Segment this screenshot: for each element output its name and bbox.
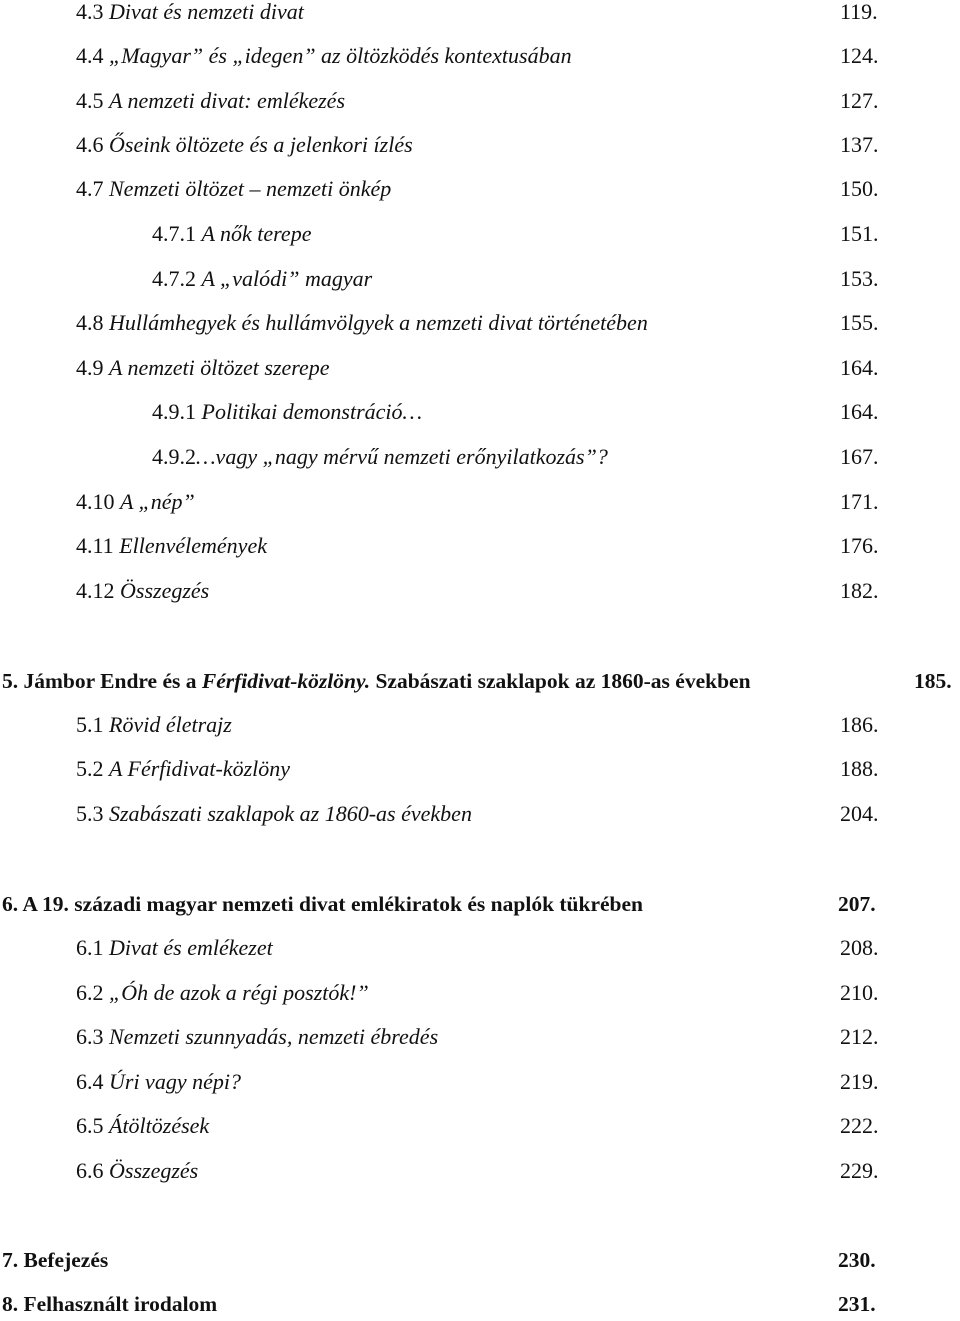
toc-entry-number: 6.1 <box>76 935 104 960</box>
toc-entry-title: Úri vagy népi? <box>109 1069 241 1094</box>
toc-entry <box>0 708 960 742</box>
toc-entry <box>0 1109 960 1143</box>
toc-entry-page: 204. <box>840 801 879 826</box>
toc-entry-number: 4.7 <box>76 176 104 201</box>
toc-entry-title: „Óh de azok a régi posztók!” <box>109 980 369 1005</box>
toc-entry <box>0 395 960 429</box>
toc-entry-title: Divat és nemzeti divat <box>109 0 304 24</box>
toc-entry-number: 6.6 <box>76 1158 104 1183</box>
toc-entry <box>0 217 960 251</box>
toc-entry <box>0 128 960 162</box>
toc-entry <box>0 752 960 786</box>
toc-entry-number: 4.7.1 <box>152 221 196 246</box>
toc-entry <box>0 1020 960 1054</box>
toc-entry <box>0 976 960 1010</box>
toc-entry-title: Szabászati szaklapok az 1860-as években <box>109 801 472 826</box>
toc-entry-title: A „nép” <box>120 489 195 514</box>
toc-entry-title: Jámbor Endre és a Férfidivat-közlöny. Szabászati szaklapok az 1860-as években <box>23 669 751 693</box>
toc-entry-title: Politikai demonstráció… <box>201 399 423 424</box>
toc-entry-page: 230. <box>838 1248 876 1272</box>
toc-entry-number: 4.4 <box>76 43 104 68</box>
toc-entry-number: 5.1 <box>76 712 104 737</box>
toc-entry-number: 5. <box>2 669 19 693</box>
toc-entry-page: 151. <box>840 221 879 246</box>
toc-entry-page: 188. <box>840 756 879 781</box>
toc-entry-number: 6.2 <box>76 980 104 1005</box>
toc-chapter-entry <box>0 887 960 921</box>
toc-entry-number: 4.12 <box>76 578 115 603</box>
toc-entry-title: Felhasznált irodalom <box>23 1292 218 1316</box>
toc-entry-number: 4.9.2 <box>152 444 196 469</box>
toc-entry <box>0 262 960 296</box>
toc-entry-title: Hullámhegyek és hullámvölgyek a nemzeti divat történetében <box>109 310 648 335</box>
toc-entry-number: 8. <box>2 1292 19 1316</box>
toc-entry-number: 5.2 <box>76 756 104 781</box>
toc-entry-title: Átöltözések <box>109 1113 210 1138</box>
toc-entry-page: 153. <box>840 266 879 291</box>
toc-entry-title: A nemzeti divat: emlékezés <box>109 88 346 113</box>
toc-entry <box>0 84 960 118</box>
toc-entry-page: 207. <box>838 892 876 916</box>
toc-entry-title: …vagy „nagy mérvű nemzeti erőnyilatkozás”? <box>196 444 608 469</box>
toc-entry-number: 4.8 <box>76 310 104 335</box>
toc-entry-title: „Magyar” és „idegen” az öltözködés kontextusában <box>109 43 572 68</box>
toc-entry-page: 127. <box>840 88 879 113</box>
toc-entry-number: 5.3 <box>76 801 104 826</box>
toc-entry <box>0 931 960 965</box>
toc-entry-page: 167. <box>840 444 879 469</box>
toc-entry <box>0 306 960 340</box>
toc-entry-title: Befejezés <box>23 1248 109 1272</box>
toc-entry-number: 4.3 <box>76 0 104 24</box>
toc-entry-title: A „valódi” magyar <box>201 266 373 291</box>
toc-entry-page: 124. <box>840 43 879 68</box>
toc-entry-page: 164. <box>840 399 879 424</box>
toc-entry-page: 137. <box>840 132 879 157</box>
toc-entry-page: 119. <box>840 0 878 24</box>
toc-entry-title: Rövid életrajz <box>109 712 232 737</box>
toc-entry-page: 208. <box>840 935 879 960</box>
toc-entry-number: 4.11 <box>76 533 114 558</box>
toc-entry <box>0 440 960 474</box>
toc-entry-title: Nemzeti szunnyadás, nemzeti ébredés <box>109 1024 439 1049</box>
toc-entry-number: 6.5 <box>76 1113 104 1138</box>
toc-entry-page: 171. <box>840 489 879 514</box>
toc-entry-title: A nemzeti öltözet szerepe <box>109 355 330 380</box>
toc-entry <box>0 1065 960 1099</box>
toc-entry-number: 4.7.2 <box>152 266 196 291</box>
toc-entry <box>0 172 960 206</box>
toc-entry <box>0 574 960 608</box>
toc-entry-title: A 19. századi magyar nemzeti divat emlékiratok és naplók tükrében <box>22 892 644 916</box>
toc-entry-page: 212. <box>840 1024 879 1049</box>
toc-entry-title: Nemzeti öltözet – nemzeti önkép <box>109 176 392 201</box>
toc-entry-page: 222. <box>840 1113 879 1138</box>
toc-entry-title: A Férfidivat-közlöny <box>109 756 291 781</box>
toc-entry-number: 7. <box>2 1248 19 1272</box>
toc-entry-page: 150. <box>840 176 879 201</box>
toc-entry <box>0 351 960 385</box>
toc-entry-page: 186. <box>840 712 879 737</box>
toc-chapter-entry <box>0 664 960 698</box>
toc-entry-number: 6.4 <box>76 1069 104 1094</box>
toc-entry-title: Divat és emlékezet <box>109 935 273 960</box>
toc-entry-number: 4.10 <box>76 489 115 514</box>
toc-entry <box>0 0 960 29</box>
toc-entry-page: 176. <box>840 533 879 558</box>
toc-entry <box>0 485 960 519</box>
toc-entry-number: 6. <box>2 892 19 916</box>
toc-entry-title: Ellenvélemények <box>119 533 267 558</box>
toc-entry-page: 185. <box>914 669 952 693</box>
toc-entry-number: 4.9 <box>76 355 104 380</box>
toc-entry-number: 4.9.1 <box>152 399 196 424</box>
toc-entry <box>0 529 960 563</box>
toc-entry-title: A nők terepe <box>201 221 312 246</box>
toc-entry-number: 4.5 <box>76 88 104 113</box>
toc-entry-page: 155. <box>840 310 879 335</box>
toc-entry-title: Összegzés <box>109 1158 199 1183</box>
toc-chapter-entry <box>0 1243 960 1277</box>
toc-entry <box>0 39 960 73</box>
toc-entry-page: 182. <box>840 578 879 603</box>
toc-entry-title: Őseink öltözete és a jelenkori ízlés <box>109 132 413 157</box>
toc-entry-number: 6.3 <box>76 1024 104 1049</box>
toc-entry-page: 231. <box>838 1292 876 1316</box>
toc-entry <box>0 797 960 831</box>
toc-entry-number: 4.6 <box>76 132 104 157</box>
toc-entry-title: Összegzés <box>120 578 210 603</box>
toc-entry-page: 219. <box>840 1069 879 1094</box>
toc-entry-page: 229. <box>840 1158 879 1183</box>
toc-entry <box>0 1154 960 1188</box>
toc-entry-page: 210. <box>840 980 879 1005</box>
toc-entry-page: 164. <box>840 355 879 380</box>
